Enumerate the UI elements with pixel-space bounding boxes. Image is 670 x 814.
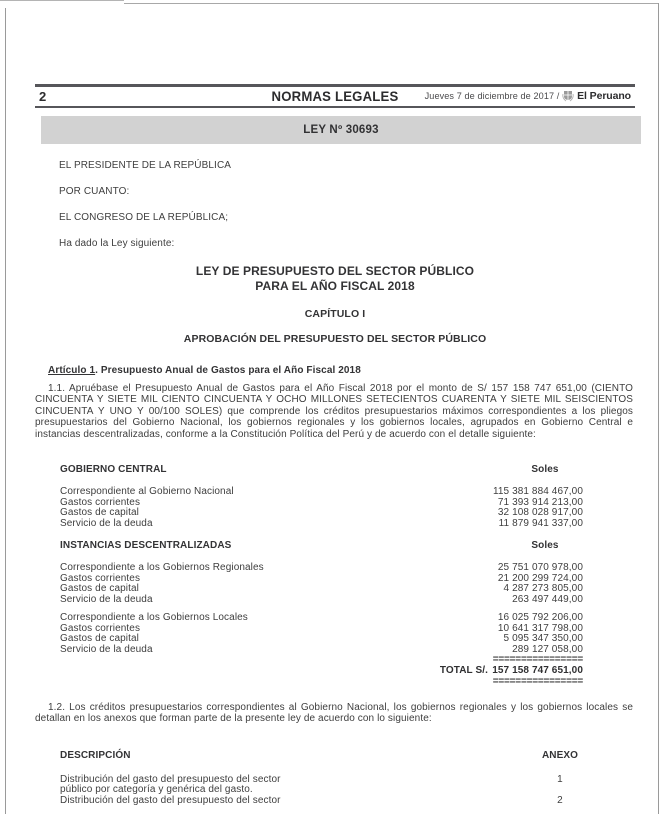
budget-row-label: Gastos de capital	[60, 583, 139, 595]
budget-row-value: 11 879 941 337,00	[498, 517, 583, 529]
total-row	[60, 665, 583, 676]
law-number-banner	[41, 116, 641, 144]
preamble-line: Ha dado la Ley siguiente:	[59, 238, 175, 249]
budget-row-label: Gastos de capital	[60, 633, 139, 645]
page-content	[35, 0, 635, 806]
budget-row	[60, 563, 583, 574]
budget-row-value: 4 287 273 805,00	[503, 583, 583, 595]
budget-row	[60, 595, 583, 606]
budget-row-label: Gastos corrientes	[60, 622, 141, 634]
annex-row-number: 2	[557, 794, 563, 806]
budget-row-value: 289 127 058,00	[512, 643, 583, 655]
gazette-date: Jueves 7 de diciembre de 2017 /	[424, 90, 560, 102]
annex-number-header: ANEXO	[541, 749, 579, 761]
budget-row-value: 5 095 347 350,00	[503, 633, 583, 645]
annex-row	[60, 796, 635, 807]
preamble-line: EL CONGRESO DE LA REPÚBLICA;	[59, 212, 229, 223]
annex-row-description: Distribución del gasto del presupuesto del sector	[60, 794, 281, 806]
page-border-right	[658, 3, 659, 814]
decentralized-heading: INSTANCIAS DESCENTRALIZADAS	[60, 540, 232, 552]
soles-column-header: Soles	[531, 540, 559, 552]
annex-row-description: Distribución del gasto del presupuesto del sector público por categoría y genérica del gasto.	[60, 773, 281, 796]
central-government-header-row	[60, 464, 583, 475]
budget-row-label: Servicio de la deuda	[60, 643, 153, 655]
annex-table	[60, 750, 635, 807]
budget-row	[60, 519, 583, 530]
paragraph-1-2: 1.2. Los créditos presupuestarios correspondientes al Gobierno Nacional, los gobiernos regionales y los gobiernos locales se detallan en los anexos que forman parte de la presente ley de acuerdo con lo siguiente:	[35, 702, 633, 725]
budget-row	[60, 613, 583, 624]
page-number: 2	[39, 88, 47, 104]
law-title	[35, 264, 635, 294]
budget-row-label: Servicio de la deuda	[60, 517, 153, 529]
preamble	[59, 160, 635, 249]
budget-row	[60, 584, 583, 595]
budget-row-value: 10 641 317 798,00	[497, 622, 583, 634]
annex-header-row	[60, 750, 635, 761]
budget-row-label: Correspondiente al Gobierno Nacional	[60, 486, 234, 498]
budget-row-label: Servicio de la deuda	[60, 593, 153, 605]
total-label: TOTAL S/.	[439, 665, 488, 677]
budget-row-value: 21 200 299 724,00	[497, 572, 583, 584]
law-title-line1: LEY DE PRESUPUESTO DEL SECTOR PÚBLICO	[195, 264, 475, 278]
spacer	[60, 529, 583, 540]
budget-row-label: Correspondiente a los Gobiernos Regionales	[60, 562, 264, 574]
annex-row	[60, 775, 635, 796]
article-1-heading	[48, 365, 635, 376]
article-1-title: . Presupuesto Anual de Gastos para el Año Fiscal 2018	[95, 365, 361, 376]
budget-row	[60, 487, 583, 498]
budget-row-value: 71 393 914 213,00	[497, 496, 583, 508]
gazette-header	[35, 84, 635, 108]
preamble-line: EL PRESIDENTE DE LA REPÚBLICA	[59, 160, 232, 171]
budget-row-value: 16 025 792 206,00	[497, 612, 583, 624]
article-1-label: Artículo 1	[48, 365, 96, 376]
total-separator-top: ================	[492, 654, 583, 666]
decentralized-header-row	[60, 540, 583, 551]
budget-row	[60, 634, 583, 645]
chapter-heading: CAPÍTULO I	[304, 308, 366, 320]
soles-column-header: Soles	[531, 464, 559, 476]
page-border-left	[5, 8, 6, 814]
law-title-line2: PARA EL AÑO FISCAL 2018	[255, 279, 415, 293]
budget-row-label: Gastos corrientes	[60, 572, 141, 584]
budget-row-value: 32 108 028 917,00	[497, 507, 583, 519]
gazette-brand: El Peruano	[577, 90, 631, 102]
budget-table	[60, 464, 635, 686]
annex-row-number: 1	[557, 773, 563, 785]
budget-row-value: 115 381 884 467,00	[492, 486, 583, 498]
paragraph-1-1: 1.1. Apruébase el Presupuesto Anual de Gastos para el Año Fiscal 2018 por el monto de S/ 157 158 747 651,00 (CIENTO CINCUENTA Y SIETE MIL CIENTO CINCUENTA Y OCHO MILLONES SETECIENTOS CUARENTA Y SIETE MIL SEISCIENTOS CINCUENTA Y UNO Y 00/100 SOLES) que comprende los créditos presupuestarios máximos correspondientes a los pliegos presupuestarios del Gobierno Nacional, los gobiernos regionales y los gobiernos locales, agrupados en Gobierno Central e instancias descentralizadas, conforme a la Constitución Política del Perú y de acuerdo con el detalle siguiente:	[35, 383, 633, 440]
gazette-header-right	[419, 90, 631, 102]
total-separator-bottom: ================	[492, 676, 583, 688]
budget-row-label: Gastos de capital	[60, 507, 139, 519]
budget-row	[60, 508, 583, 519]
law-number-text: LEY Nº 30693	[303, 124, 379, 136]
chapter-title: APROBACIÓN DEL PRESUPUESTO DEL SECTOR PÚBLICO	[183, 333, 487, 345]
budget-row-value: 25 751 070 978,00	[497, 562, 583, 574]
central-government-heading: GOBIERNO CENTRAL	[60, 464, 167, 476]
gazette-section-title: NORMAS LEGALES	[271, 88, 399, 104]
annex-description-header: DESCRIPCIÓN	[60, 749, 131, 761]
budget-row-value: 263 497 449,00	[512, 593, 583, 605]
total-value: 157 158 747 651,00	[492, 665, 583, 677]
budget-row-label: Gastos corrientes	[60, 496, 141, 508]
budget-row-label: Correspondiente a los Gobiernos Locales	[60, 612, 248, 624]
peru-coat-of-arms-icon	[562, 90, 574, 102]
preamble-line: POR CUANTO:	[59, 186, 130, 197]
